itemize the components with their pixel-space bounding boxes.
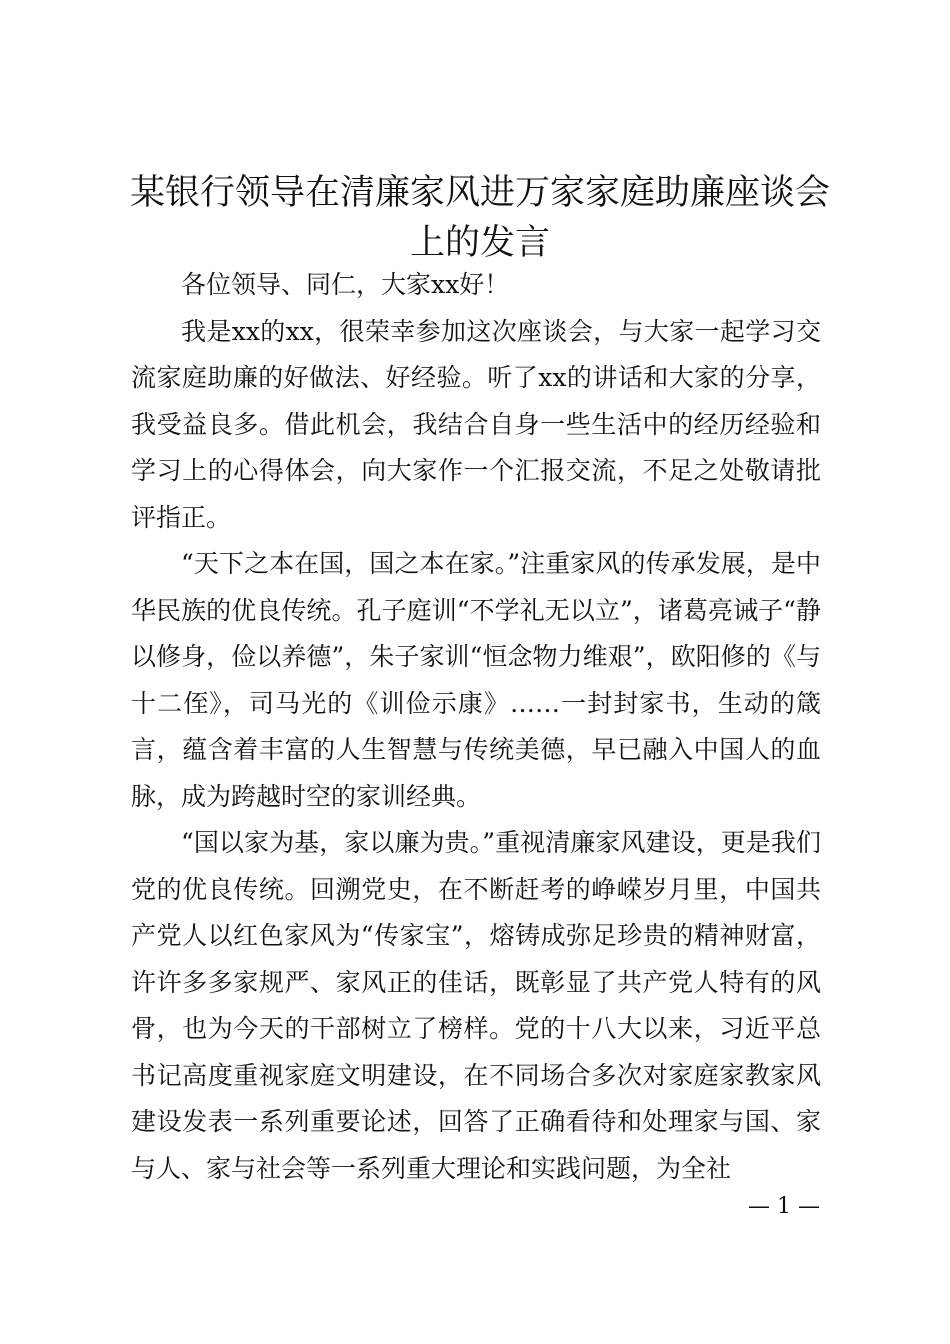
paragraph-family-tradition: “天下之本在国，国之本在家。”注重家风的传承发展，是中华民族的优良传统。孔子庭训“不学礼无以立”，诸葛亮诫子“静以修身，俭以养德”，朱子家训“恒念物力维艰”，欧阳修的《与十二侄》，司马光的《训俭示康》……一封封家书，生动的箴言，蕴含着丰富的人生智慧与传统美德，早已融入中国人的血脉，成为跨越时空的家训经典。	[131, 549, 821, 811]
document-title	[110, 168, 850, 268]
document-body	[131, 262, 821, 1192]
page-number: — 1 —	[748, 1194, 820, 1219]
paragraph-introduction: 我是xx的xx，很荣幸参加这次座谈会，与大家一起学习交流家庭助廉的好做法、好经验。听了xx的讲话和大家的分享，我受益良多。借此机会，我结合自身一些生活中的经历经验和学习上的心得体会，向大家作一个汇报交流，不足之处敬请批评指正。	[131, 316, 821, 532]
title-line-1: 某银行领导在清廉家风进万家家庭助廉座谈会	[129, 173, 830, 213]
title-line-2: 上的发言	[409, 223, 550, 263]
paragraph-party-tradition: “国以家为基，家以廉为贵。”重视清廉家风建设，更是我们党的优良传统。回溯党史，在不断赶考的峥嵘岁月里，中国共产党人以红色家风为“传家宝”，熔铸成弥足珍贵的精神财富，许许多多家规严、家风正的佳话，既彰显了共产党人特有的风骨，也为今天的干部树立了榜样。党的十八大以来，习近平总书记高度重视家庭文明建设，在不同场合多次对家庭家教家风建设发表一系列重要论述，回答了正确看待和处理家与国、家与人、家与社会等一系列重大理论和实践问题，为全社	[131, 828, 821, 1183]
paragraph-greeting: 各位领导、同仁，大家xx好！	[181, 270, 510, 299]
